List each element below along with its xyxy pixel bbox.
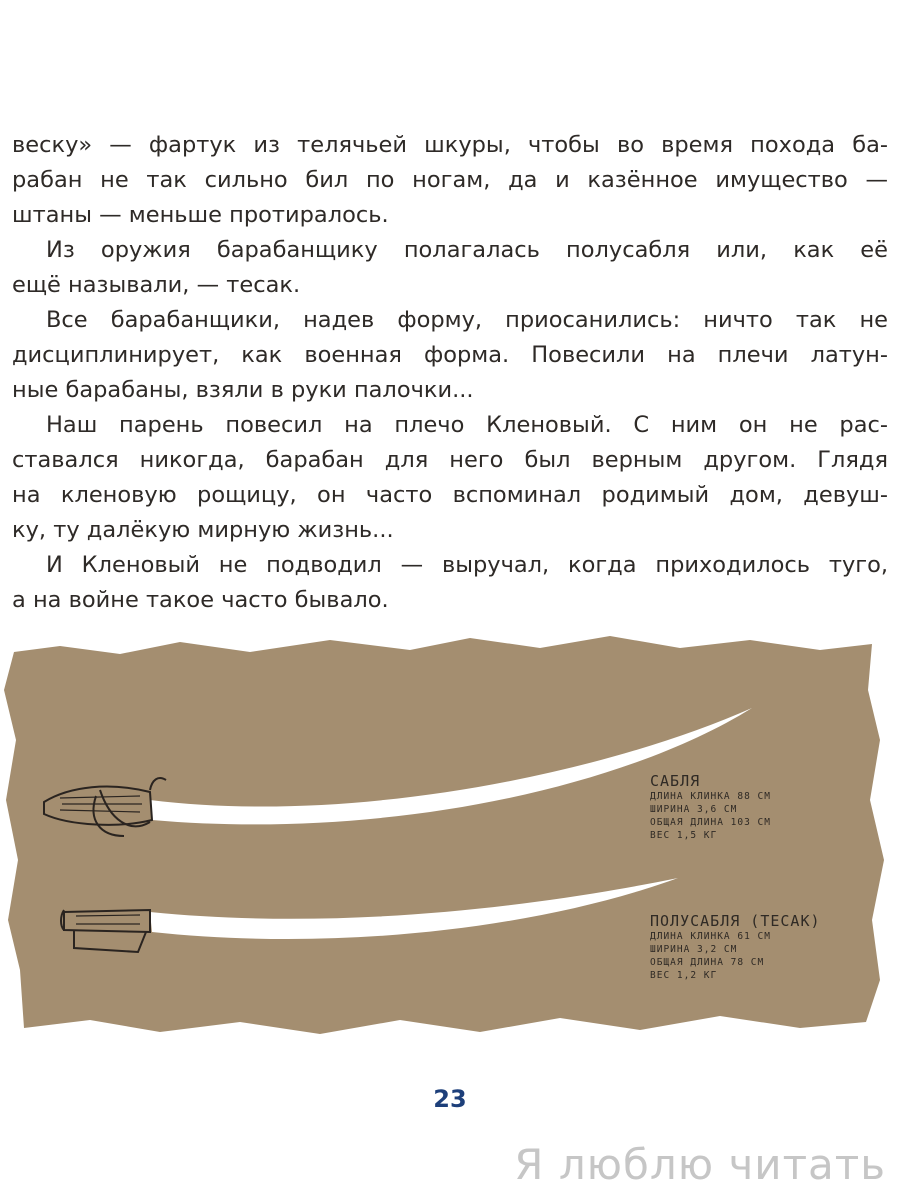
paragraph — [12, 408, 888, 548]
half-sabre-spec: ШИРИНА 3,2 СМ — [650, 944, 738, 955]
text-line: а на войне такое часто бывало. — [12, 587, 389, 613]
text-line: Из оружия барабанщику полагалась полусабля или, как её — [46, 237, 888, 263]
text-line: штаны — меньше протиралось. — [12, 202, 389, 228]
page-number: 23 — [433, 1085, 467, 1113]
half-sabre-spec: ДЛИНА КЛИНКА 61 СМ — [650, 931, 771, 942]
text-line: на кленовую рощицу, он часто вспоминал родимый дом, девуш- — [12, 482, 888, 508]
sabre-title: САБЛЯ — [650, 772, 701, 790]
text-line: Все барабанщики, надев форму, приосанились: ничто так не — [46, 307, 888, 333]
half-sabre-spec: ОБЩАЯ ДЛИНА 78 СМ — [650, 957, 765, 968]
text-line: ку, ту далёкую мирную жизнь... — [12, 517, 394, 543]
half-sabre-label — [650, 912, 821, 982]
text-line: ставался никогда, барабан для него был верным другом. Глядя — [12, 447, 888, 473]
text-line: веску» — фартук из телячьей шкуры, чтобы во время похода ба- — [12, 132, 888, 158]
sabre-spec: ОБЩАЯ ДЛИНА 103 СМ — [650, 817, 771, 828]
text-line: дисциплинирует, как военная форма. Повесили на плечи латун- — [12, 342, 888, 368]
body-text — [12, 128, 888, 618]
paragraph — [12, 548, 888, 618]
sabre-spec: ШИРИНА 3,6 СМ — [650, 804, 738, 815]
sabre-label — [650, 772, 771, 842]
half-sabre-title: ПОЛУСАБЛЯ (ТЕСАК) — [650, 912, 821, 930]
paragraph — [12, 128, 888, 233]
paragraph — [12, 233, 888, 303]
watermark-text: Я люблю читать — [514, 1140, 886, 1189]
swords-illustration — [0, 630, 900, 1050]
text-line: рабан не так сильно бил по ногам, да и казённое имущество — — [12, 167, 888, 193]
text-line: ещё называли, — тесак. — [12, 272, 301, 298]
sabre-spec: ДЛИНА КЛИНКА 88 СМ — [650, 791, 771, 802]
text-line: ные барабаны, взяли в руки палочки... — [12, 377, 474, 403]
text-line: И Кленовый не подводил — выручал, когда приходилось туго, — [46, 552, 888, 578]
paragraph — [12, 303, 888, 408]
half-sabre-spec: ВЕС 1,2 КГ — [650, 970, 718, 981]
text-line: Наш парень повесил на плечо Кленовый. С ним он не рас- — [46, 412, 888, 438]
sabre-spec: ВЕС 1,5 КГ — [650, 830, 718, 841]
